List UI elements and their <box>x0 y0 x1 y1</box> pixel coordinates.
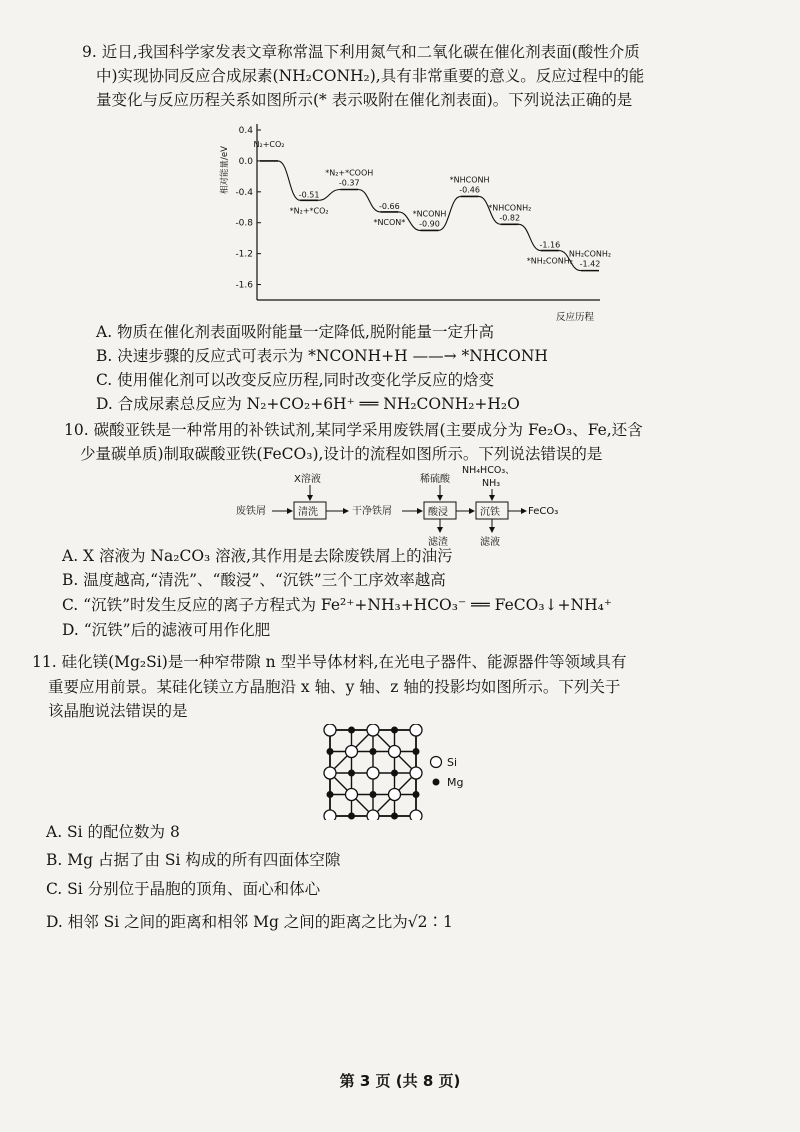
y-tick-label: -0.8 <box>235 218 253 229</box>
state-label: *N₂+*COOH <box>325 168 374 178</box>
flow-step-wash: 清洗 <box>298 507 318 518</box>
value-label: -1.42 <box>579 259 601 269</box>
flow-product: FeCO₃ <box>528 506 559 517</box>
value-label: -0.46 <box>459 185 480 195</box>
flow-residue-acid: 滤渣 <box>428 537 448 548</box>
q10-stem-line-1: 10. 碳酸亚铁是一种常用的补铁试剂,某同学采用废铁屑(主要成分为 Fe₂O₃、Fe,还含 <box>64 421 643 439</box>
energy-curve <box>318 190 340 201</box>
value-label: -0.37 <box>338 178 360 188</box>
q11-option-d[interactable]: D. 相邻 Si 之间的距离和相邻 Mg 之间的距离之比为√2∶1 <box>46 913 453 931</box>
y-tick-label: -1.6 <box>235 280 253 291</box>
q9-stem-line-2: 中)实现协同反应合成尿素(NH₂CONH₂),具有非常重要的意义。反应过程中的能 <box>96 67 645 85</box>
q9-option-a[interactable]: A. 物质在催化剂表面吸附能量一定降低,脱附能量一定升高 <box>96 323 494 341</box>
value-label: -0.82 <box>499 213 521 223</box>
q9-stem-line-1: 9. 近日,我国科学家发表文章称常温下利用氮气和二氧化碳在催化剂表面(酸性介质 <box>82 43 640 61</box>
y-tick-label: -0.4 <box>235 187 253 198</box>
q11-option-c[interactable]: C. Si 分别位于晶胞的顶角、面心和体心 <box>46 880 321 898</box>
q10-option-a[interactable]: A. X 溶液为 Na₂CO₃ 溶液,其作用是去除废铁屑上的油污 <box>62 547 453 565</box>
state-label: NH₂CONH₂ <box>568 249 612 259</box>
state-label: *N₂+*CO₂ <box>289 206 329 216</box>
q11-stem-line-2: 重要应用前景。某硅化镁立方晶胞沿 x 轴、y 轴、z 轴的投影均如图所示。下列关于 <box>48 678 621 696</box>
flow-step-precip: 沉铁 <box>480 507 500 518</box>
value-label: -0.51 <box>298 190 320 200</box>
crystal-projection-diagram <box>315 724 495 820</box>
value-label: -0.90 <box>419 219 440 229</box>
energy-curve <box>519 224 541 250</box>
legend-si-symbol <box>431 757 442 768</box>
q9-stem-line-3: 量变化与反应历程关系如图所示(* 表示吸附在催化剂表面)。下列说法正确的是 <box>96 91 633 109</box>
state-label: *NCON* <box>373 217 406 227</box>
q11-option-a[interactable]: A. Si 的配位数为 8 <box>46 823 180 841</box>
q9-option-b[interactable]: B. 决速步骤的反应式可表示为 *NCONH+H ——→ *NHCONH <box>96 347 548 365</box>
flow-residue-precip: 滤液 <box>480 537 500 548</box>
q10-option-c[interactable]: C. “沉铁”时发生反应的离子方程式为 Fe²⁺+NH₃+HCO₃⁻ ══ FeCO₃↓+NH₄⁺ <box>62 596 612 614</box>
flow-step-acid: 酸浸 <box>428 507 448 518</box>
q10-option-b[interactable]: B. 温度越高,“清洗”、“酸浸”、“沉铁”三个工序效率越高 <box>62 571 446 589</box>
state-label: *NH₂CONH₂ <box>526 256 574 266</box>
q10-stem-line-2: 少量碳单质)制取碳酸亚铁(FeCO₃),设计的流程如图所示。下列说法错误的是 <box>80 445 603 463</box>
y-axis-label: 相对能量/eV <box>220 146 230 194</box>
q11-option-b[interactable]: B. Mg 占据了由 Si 构成的所有四面体空隙 <box>46 851 341 869</box>
q10-option-d[interactable]: D. “沉铁”后的滤液可用作化肥 <box>62 621 271 639</box>
y-tick-label: 0.4 <box>238 126 253 136</box>
flow-reagent-nh3: NH₃ <box>482 478 501 489</box>
flow-start: 废铁屑 <box>236 506 266 517</box>
q9-option-d[interactable]: D. 合成尿素总反应为 N₂+CO₂+6H⁺ ══ NH₂CONH₂+H₂O <box>96 395 520 413</box>
state-label: *NHCONH <box>449 175 490 185</box>
y-tick-label: -1.2 <box>235 249 253 260</box>
q11-stem-line-1: 11. 硅化镁(Mg₂Si)是一种窄带隙 n 型半导体材料,在光电子器件、能源器件等领域具有 <box>32 653 627 671</box>
process-flow-diagram <box>230 466 590 552</box>
energy-curve <box>358 190 380 212</box>
legend-si-label: Si <box>447 756 458 769</box>
y-tick-label: 0.0 <box>238 156 253 167</box>
state-label: N₂+CO₂ <box>253 139 285 149</box>
page-footer: 第 3 页 (共 8 页) <box>339 1072 461 1090</box>
q11-stem-line-3: 该晶胞说法错误的是 <box>48 702 188 720</box>
state-label: *NHCONH₂ <box>488 203 532 213</box>
value-label: -0.66 <box>379 201 400 211</box>
energy-profile-chart <box>215 118 615 328</box>
q9-option-c[interactable]: C. 使用催化剂可以改变反应历程,同时改变化学反应的焓变 <box>96 371 495 389</box>
flow-reagent-acid: 稀硫酸 <box>420 474 450 485</box>
state-label: *NCONH <box>412 209 447 219</box>
flow-mid: 干净铁屑 <box>352 506 392 517</box>
legend-mg-label: Mg <box>447 776 464 789</box>
legend-mg-symbol <box>433 779 440 786</box>
x-axis-label: 反应历程 <box>555 312 594 323</box>
flow-reagent-nh4hco3: NH₄HCO₃、 <box>462 466 515 476</box>
value-label: -1.16 <box>539 240 561 250</box>
flow-reagent-x: X溶液 <box>294 474 321 485</box>
energy-curve <box>278 161 300 200</box>
